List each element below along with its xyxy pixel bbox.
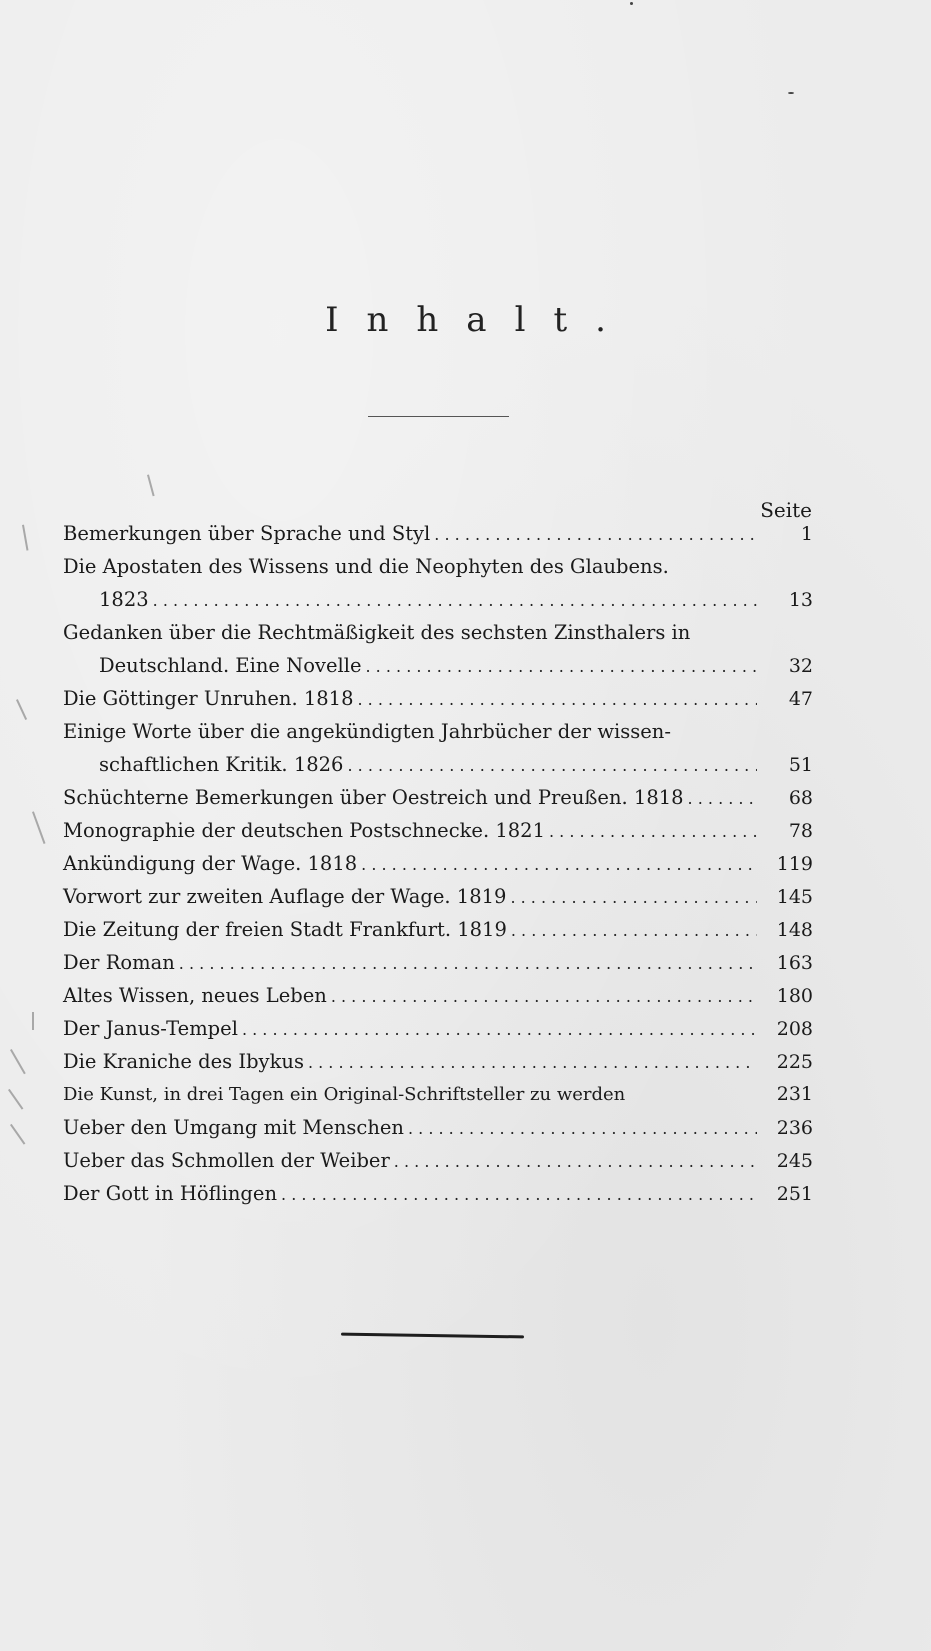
toc-entry-page: 180 [776,985,813,1007]
toc-entry-page: 148 [776,919,813,941]
toc-entry-title: Altes Wissen, neues Leben [63,984,327,1007]
dot-leader [511,921,757,940]
toc-entry [63,852,813,885]
toc-entry-title: Ankündigung der Wage. 1818 [63,852,358,875]
toc-entry-title: Die Apostaten des Wissens und die Neophyten des Glaubens. [63,555,669,578]
dot-leader [688,789,757,808]
title-rule [368,416,509,417]
toc-entry [63,951,813,984]
dot-leader [331,987,757,1006]
dot-leader [358,690,758,709]
scan-speck [788,92,794,94]
toc-entry-title: 1823 [99,588,149,611]
dot-leader [408,1119,757,1138]
toc-entry-title: Vorwort zur zweiten Auflage der Wage. 1819 [63,885,507,908]
toc-entry-page: 208 [776,1018,813,1040]
toc-entry [63,1149,813,1182]
toc-entry [63,522,813,555]
toc-entry-title: Schüchterne Bemerkungen über Oestreich und Preußen. 1818 [63,786,684,809]
scan-mark [32,1012,34,1030]
toc-entry-title: Die Göttinger Unruhen. 1818 [63,687,354,710]
toc-entry-title: Gedanken über die Rechtmäßigkeit des sechsten Zinsthalers in [63,621,691,644]
page-column-header: Seite [760,498,812,522]
toc-entry [63,687,813,720]
scan-speck [630,2,633,5]
toc-entry [63,1017,813,1050]
toc-entry [63,885,813,918]
toc-entry-page: 78 [788,820,813,842]
toc-entry-continuation [63,588,813,621]
dot-leader [434,525,757,544]
toc-entry [63,819,813,852]
scan-mark [32,811,46,844]
toc-entry [63,1050,813,1083]
toc-entry-title: Die Kunst, in drei Tagen ein Original-Schriftsteller zu werden [63,1084,626,1105]
toc-entry-page: 119 [776,853,813,875]
toc-entry-page: 145 [776,886,813,908]
table-of-contents [63,522,813,1215]
toc-entry-page: 163 [776,952,813,974]
toc-entry-title: Deutschland. Eine Novelle [99,654,362,677]
toc-entry-title: Der Gott in Höflingen [63,1182,278,1205]
toc-entry-title: Monographie der deutschen Postschnecke. 1821 [63,819,545,842]
dot-leader [510,888,757,907]
toc-entry-page: 225 [776,1051,813,1073]
toc-entry [63,1182,813,1215]
toc-entry-title: Bemerkungen über Sprache und Styl [63,522,431,545]
dot-leader [347,756,757,775]
toc-entry-page: 236 [776,1117,813,1139]
scan-mark [16,699,27,720]
scan-mark [10,1049,26,1074]
toc-entry [63,555,813,588]
toc-entry [63,1083,813,1116]
toc-entry-page: 68 [788,787,813,809]
toc-entry [63,786,813,819]
page-title: Inhalt. [325,300,634,340]
dot-leader [179,954,757,973]
toc-entry-page: 251 [776,1183,813,1205]
toc-entry [63,720,813,753]
toc-entry-title: schaftlichen Kritik. 1826 [99,753,344,776]
toc-entry-title: Die Zeitung der freien Stadt Frankfurt. 1819 [63,918,507,941]
end-rule [341,1333,524,1339]
dot-leader [549,822,757,841]
dot-leader [242,1020,757,1039]
toc-entry [63,621,813,654]
dot-leader [361,855,757,874]
toc-entry-page: 1 [800,523,813,545]
scan-mark [10,1124,25,1145]
dot-leader [366,657,758,676]
toc-entry-continuation [63,654,813,687]
toc-entry [63,918,813,951]
toc-entry-page: 51 [788,754,813,776]
toc-entry-title: Die Kraniche des Ibykus [63,1050,304,1073]
toc-entry-title: Ueber das Schmollen der Weiber [63,1149,390,1172]
toc-entry-title: Einige Worte über die angekündigten Jahrbücher der wissen- [63,720,671,743]
toc-entry-page: 245 [776,1150,813,1172]
dot-leader [153,591,757,610]
toc-entry-page: 47 [788,688,813,710]
toc-entry-page: 231 [776,1083,813,1105]
toc-entry-continuation [63,753,813,786]
toc-entry-title: Ueber den Umgang mit Menschen [63,1116,404,1139]
toc-entry-page: 32 [788,655,813,677]
dot-leader [394,1152,757,1171]
dot-leader [281,1185,757,1204]
scan-mark [147,474,155,496]
scan-mark [8,1089,23,1110]
toc-entry-title: Der Roman [63,951,175,974]
dot-leader [308,1053,757,1072]
toc-entry-title: Der Janus-Tempel [63,1017,238,1040]
toc-entry-page: 13 [788,589,813,611]
toc-entry [63,984,813,1017]
scan-mark [22,525,28,551]
toc-entry [63,1116,813,1149]
